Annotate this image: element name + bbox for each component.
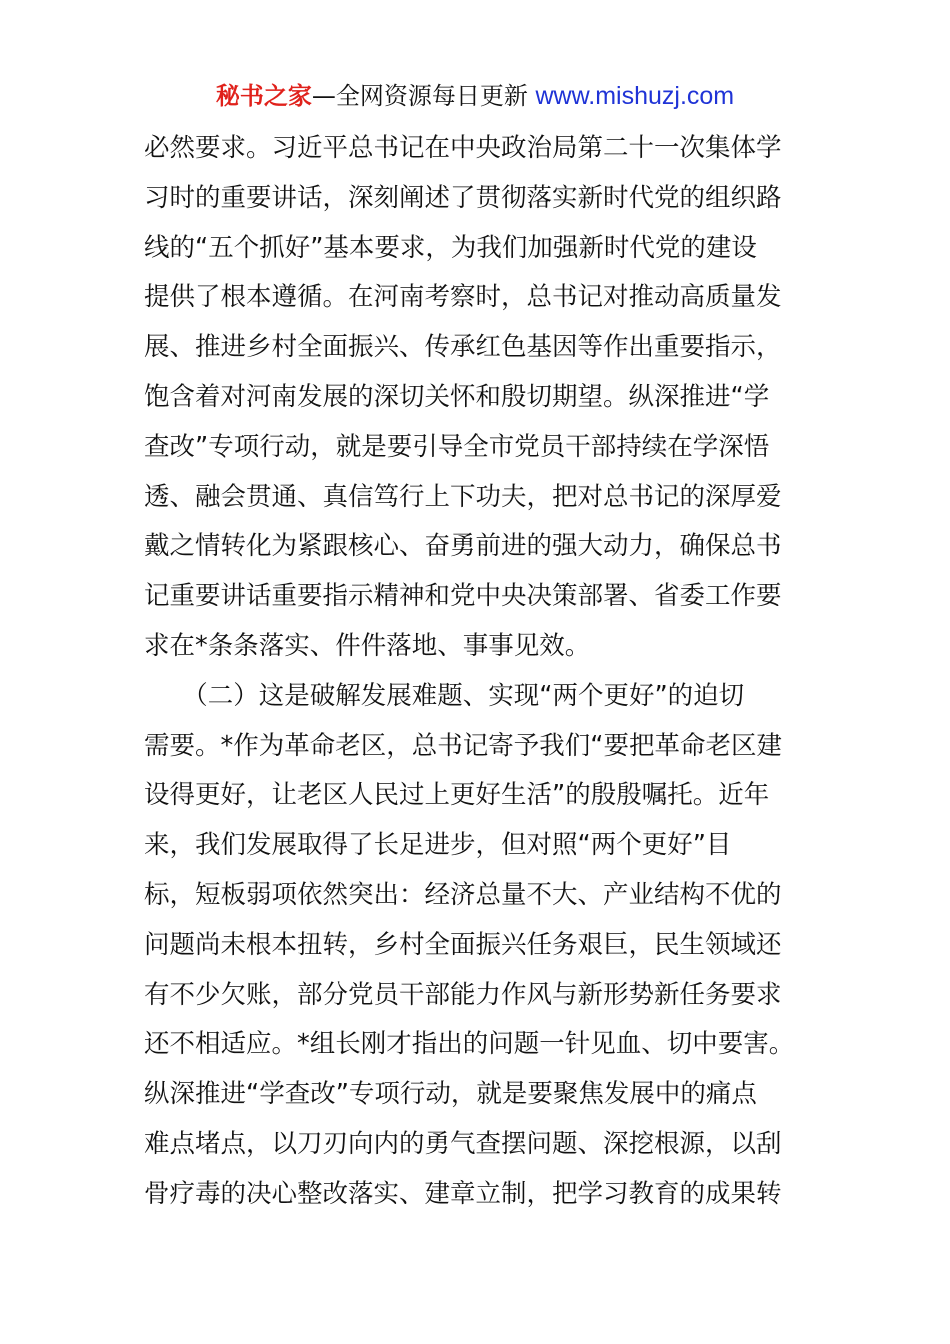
text-line: 有不少欠账，部分党员干部能力作风与新形势新任务要求 — [144, 979, 782, 1010]
text-line: 来，我们发展取得了长足进步，但对照“两个更好”目 — [144, 830, 732, 861]
text-line: 展、推进乡村全面振兴、传承红色基因等作出重要指示， — [144, 332, 782, 363]
site-tagline: —全网资源每日更新 — [311, 82, 536, 110]
text-line: 标，短板弱项依然突出：经济总量不大、产业结构不优的 — [144, 879, 782, 910]
site-url-link[interactable]: www.mishuzj.com — [535, 82, 735, 110]
text-line: 需要。*作为革命老区，总书记寄予我们“要把革命老区建 — [144, 730, 782, 761]
document-body — [144, 124, 809, 1220]
text-line: 必然要求。习近平总书记在中央政治局第二十一次集体学 — [144, 133, 782, 163]
text-line: 设得更好，让老区人民过上更好生活”的殷殷嘱托。近年 — [144, 780, 770, 811]
text-line: 习时的重要讲话，深刻阐述了贯彻落实新时代党的组织路 — [144, 182, 782, 213]
text-line: 骨疗毒的决心整改落实、建章立制，把学习教育的成果转 — [144, 1178, 782, 1209]
text-line: 求在*条条落实、件件落地、事事见效。 — [144, 630, 591, 661]
text-line: 问题尚未根本扭转，乡村全面振兴任务艰巨，民生领域还 — [144, 929, 782, 960]
text-line: 纵深推进“学查改”专项行动，就是要聚焦发展中的痛点 — [144, 1079, 757, 1110]
text-line: 记重要讲话重要指示精神和党中央决策部署、省委工作要 — [144, 581, 782, 612]
text-line: 还不相适应。*组长刚才指出的问题一针见血、切中要害。 — [144, 1029, 795, 1060]
text-line: （二）这是破解发展难题、实现“两个更好”的迫切 — [144, 680, 745, 711]
site-brand: 秘书之家 — [215, 82, 312, 110]
text-line: 戴之情转化为紧跟核心、奋勇前进的强大动力，确保总书 — [144, 531, 782, 562]
text-line: 透、融会贯通、真信笃行上下功夫，把对总书记的深厚爱 — [144, 481, 782, 512]
text-line: 提供了根本遵循。在河南考察时，总书记对推动高质量发 — [144, 282, 782, 313]
text-line: 难点堵点，以刀刃向内的勇气查摆问题、深挖根源，以刮 — [144, 1128, 782, 1159]
text-line: 饱含着对河南发展的深切关怀和殷切期望。纵深推进“学 — [144, 381, 770, 412]
site-header — [0, 78, 950, 114]
text-line: 线的“五个抓好”基本要求，为我们加强新时代党的建设 — [144, 232, 757, 263]
text-line: 查改”专项行动，就是要引导全市党员干部持续在学深悟 — [144, 431, 770, 462]
